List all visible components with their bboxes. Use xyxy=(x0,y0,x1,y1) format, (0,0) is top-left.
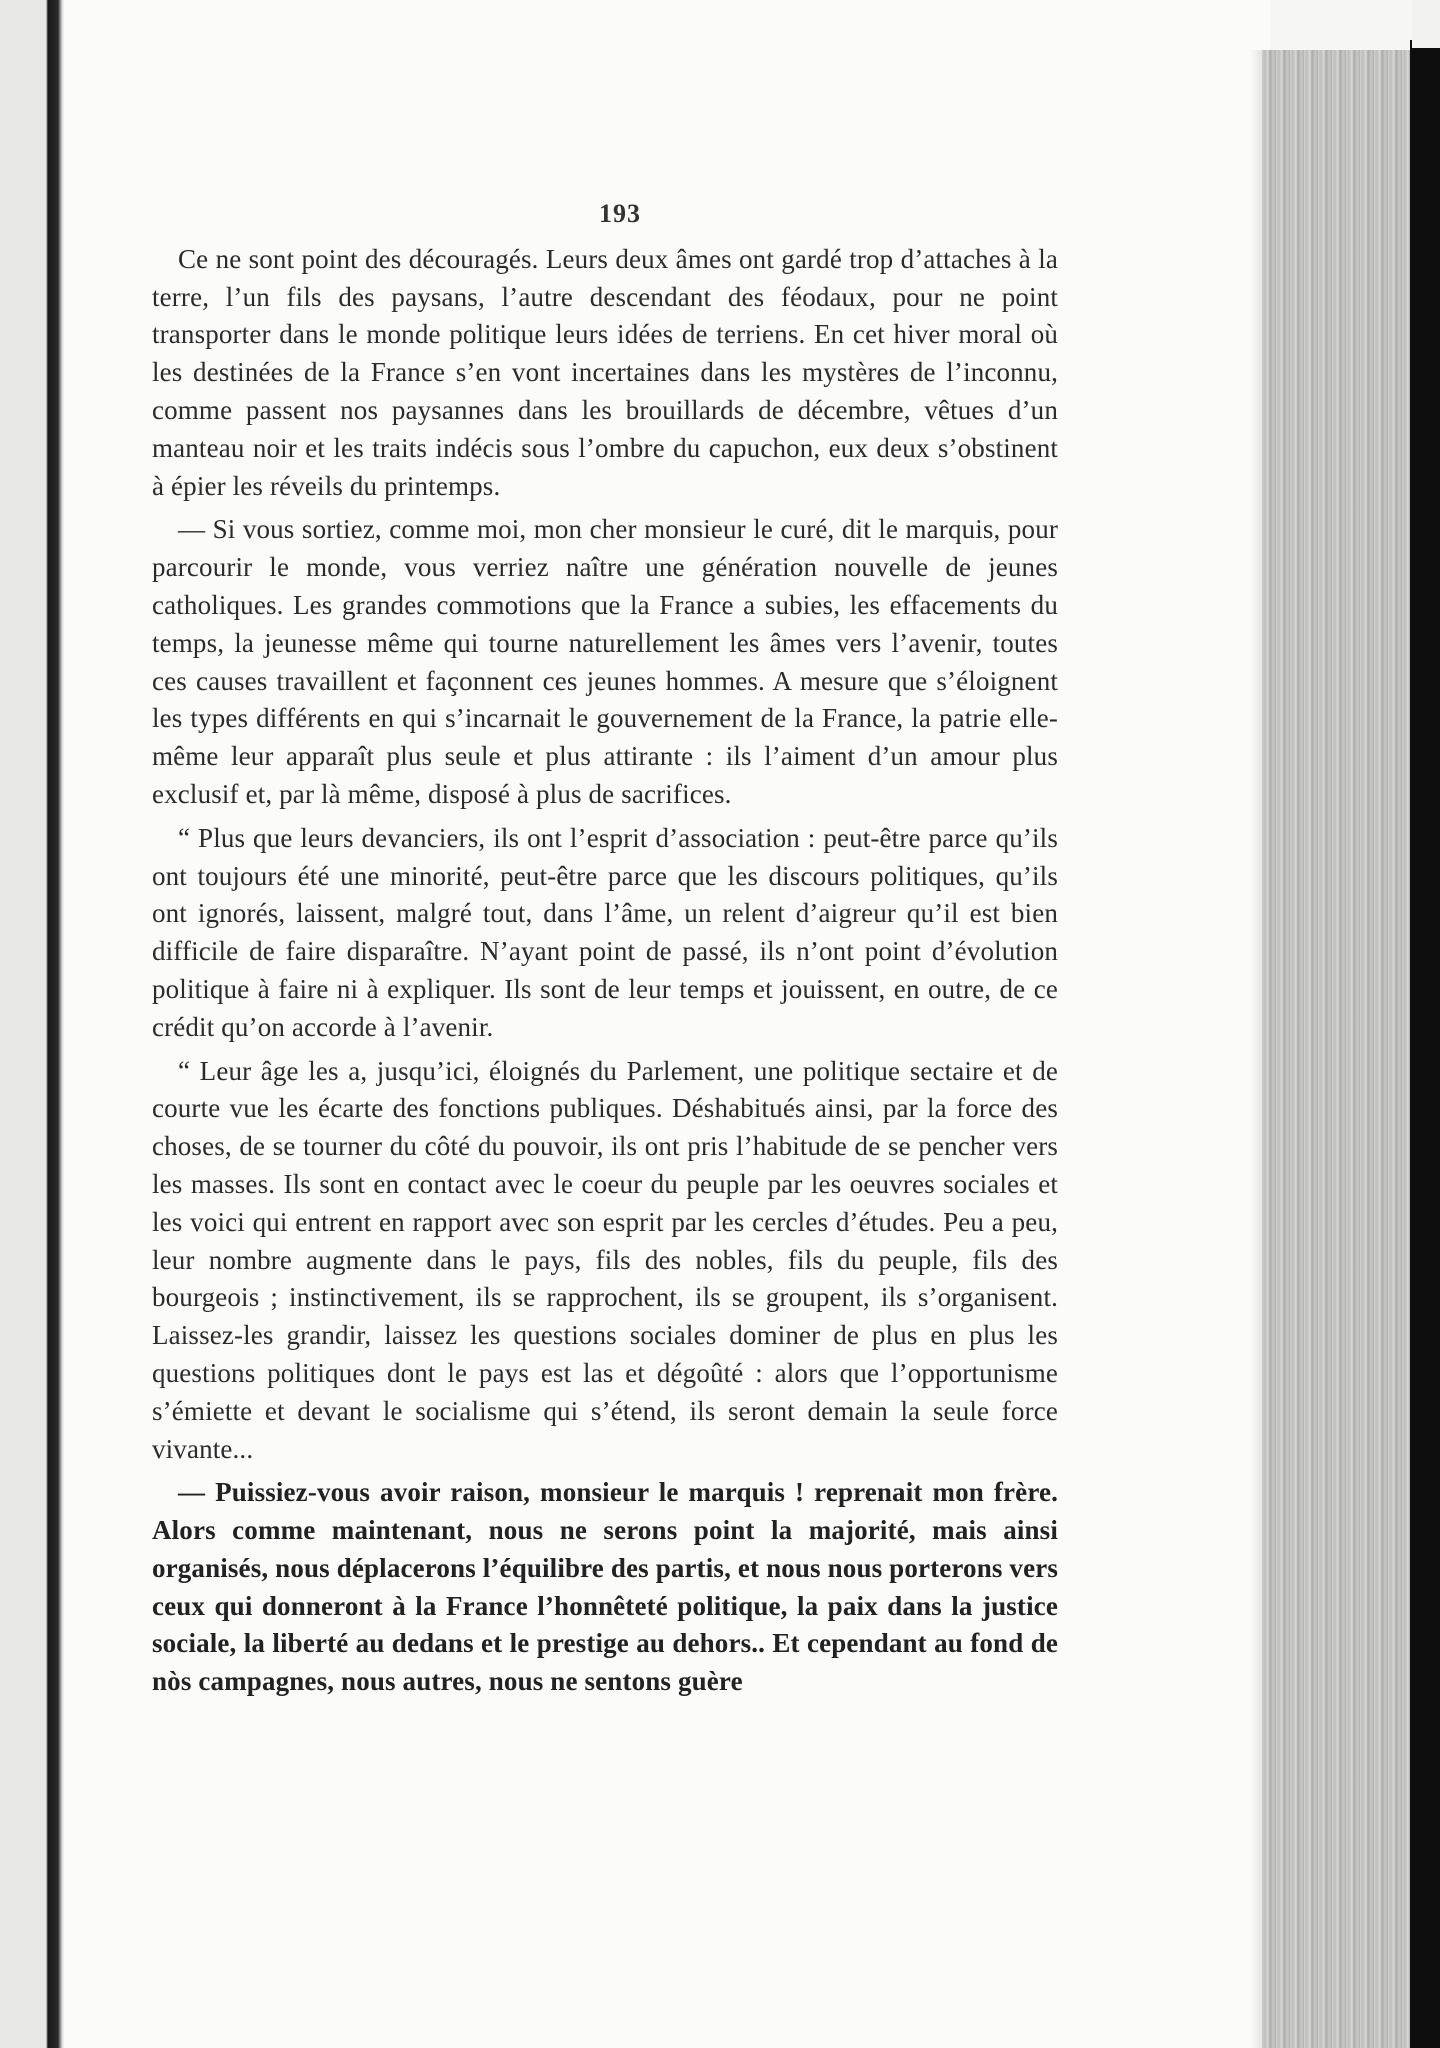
paragraph-4: “ Leur âge les a, jusqu’ici, éloignés du Parlement, une politique sectaire et de courte vue les écarte des fonctions publiques. Déshabitués ainsi, par la force des choses, de se tourner du côté du pouvoir, ils ont pris l’habitude de se pencher vers les masses. Ils sont en contact avec le coeur du peuple par les oeuvres sociales et les voici qui entrent en rapport avec son esprit par les cercles d’études. Peu a peu, leur nombre augmente dans le pays, fils des nobles, fils du peuple, fils des bourgeois ; instinctivement, ils se rapprochent, ils se groupent, ils s’organisent. Laissez-les grandir, laissez les questions sociales dominer de plus en plus les questions politiques dont le pays est las et dégoûté : alors que l’opportunisme s’émiette et devant le socialisme qui s’étend, ils seront demain la seule force vivante... xyxy=(152,1055,1058,1464)
left-binding-edge xyxy=(0,0,64,2048)
paragraph-3: “ Plus que leurs devanciers, ils ont l’esprit d’association : peut-être parce qu’ils ont toujours été une minorité, peut-être parce que les discours politiques, qu’ils ont ignorés, laissent, malgré tout, dans l’âme, un relent d’aigreur qu’il est bien difficile de faire disparaître. N’ayant point de passé, ils n’ont point d’évolution politique à faire ni à expliquer. Ils sont de leur temps et jouissent, en outre, de ce crédit qu’on accorde à l’avenir. xyxy=(152,822,1058,1042)
page-text-block xyxy=(152,195,1058,1707)
right-border-top-gap xyxy=(1412,0,1440,48)
page-number: 193 xyxy=(599,199,641,228)
paragraph-2: — Si vous sortiez, comme moi, mon cher monsieur le curé, dit le marquis, pour parcourir le monde, vous verriez naître une génération nouvelle de jeunes catholiques. Les grandes commotions que la France a subies, les effacements du temps, la jeunesse même qui tourne naturellement les âmes vers l’avenir, toutes ces causes travaillent et façonnent ces jeunes hommes. A mesure que s’éloignent les types différents en qui s’incarnait le gouvernement de la France, la patrie elle-même leur apparaît plus seule et plus attirante : ils l’aiment d’un amour plus exclusif et, par là même, disposé à plus de sacrifices. xyxy=(152,514,1058,809)
page-stack-edges xyxy=(1262,50,1412,2048)
paragraph-5: — Puissiez-vous avoir raison, monsieur le marquis ! reprenait mon frère. Alors comme maintenant, nous ne serons point la majorité, mais ainsi organisés, nous déplacerons l’équilibre des partis, et nous nous porterons vers ceux qui donneront à la France l’honnêteté politique, la paix dans la justice sociale, la liberté au dedans et le prestige au dehors.. Et cependant au fond de nòs campagnes, nous autres, nous ne sentons guère xyxy=(152,1477,1058,1697)
paragraph-1: Ce ne sont point des découragés. Leurs deux âmes ont gardé trop d’attaches à la terre, l’un fils des paysans, l’autre descendant des féodaux, pour ne point transporter dans le monde politique leurs idées de terriens. En cet hiver moral où les destinées de la France s’en vont incertaines dans les mystères de l’inconnu, comme passent nos paysannes dans les brouillards de décembre, vêtues d’un manteau noir et les traits indécis sous l’ombre du capuchon, eux deux s’obstinent à épier les réveils du printemps. xyxy=(152,243,1058,501)
right-dark-border xyxy=(1410,40,1440,2048)
